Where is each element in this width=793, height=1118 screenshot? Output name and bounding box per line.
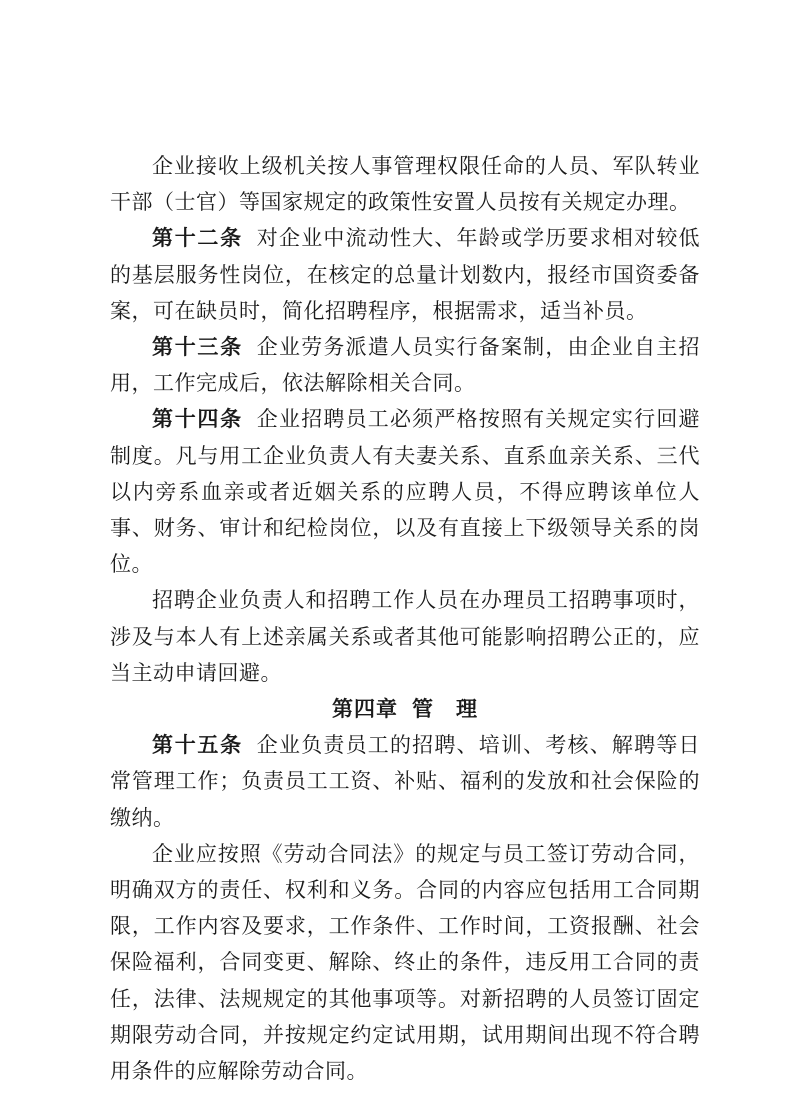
article-12: [110, 220, 700, 329]
paragraph-text: 企业负责员工的招聘、培训、考核、解聘等日常管理工作；负责员工工资、补贴、福利的发放和社会保险的缴纳。: [110, 733, 701, 830]
paragraph-labor-contract: [110, 836, 700, 1089]
article-13: [110, 329, 700, 401]
paragraph-text: 企业接收上级机关按人事管理权限任命的人员、军队转业干部（士官）等国家规定的政策性安置人员按有关规定办理。: [110, 154, 700, 215]
article-number: 第十二条: [152, 226, 243, 251]
article-number: 第十五条: [152, 733, 243, 758]
chapter-heading: [110, 691, 700, 727]
paragraph-personnel-placement: [110, 148, 700, 220]
paragraph-text: 企业应按照《劳动合同法》的规定与员工签订劳动合同，明确双方的责任、权利和义务。合同的内容应包括用工合同期限，工作内容及要求，工作条件、工作时间，工资报酬、社会保险福利，合同变更、解除、终止的条件，违反用工合同的责任，法律、法规规定的其他事项等。对新招聘的人员签订固定期限劳动合同，并按规定约定试用期，试用期间出现不符合聘用条件的应解除劳动合同。: [110, 841, 700, 1084]
paragraph-recusal: [110, 582, 700, 691]
paragraph-text: 招聘企业负责人和招聘工作人员在办理员工招聘事项时，涉及与本人有上述亲属关系或者其他可能影响招聘公正的，应当主动申请回避。: [110, 588, 700, 685]
paragraph-text: 对企业中流动性大、年龄或学历要求相对较低的基层服务性岗位，在核定的总量计划数内，报经市国资委备案，可在缺员时，简化招聘程序，根据需求，适当补员。: [110, 226, 701, 323]
article-15: [110, 727, 700, 836]
article-14: [110, 401, 700, 582]
article-number: 第十三条: [152, 335, 243, 360]
paragraph-text: 企业招聘员工必须严格按照有关规定实行回避制度。凡与用工企业负责人有夫妻关系、直系血亲关系、三代以内旁系血亲或者近姻关系的应聘人员，不得应聘该单位人事、财务、审计和纪检岗位，以及有直接上下级领导关系的岗位。: [110, 407, 701, 577]
article-number: 第十四条: [152, 407, 243, 432]
chapter-number: 第四章: [332, 697, 398, 722]
paragraph-text: 企业劳务派遣人员实行备案制，由企业自主招用，工作完成后，依法解除相关合同。: [110, 335, 701, 396]
document-body: [110, 148, 700, 1089]
chapter-title: 管 理: [412, 697, 478, 722]
